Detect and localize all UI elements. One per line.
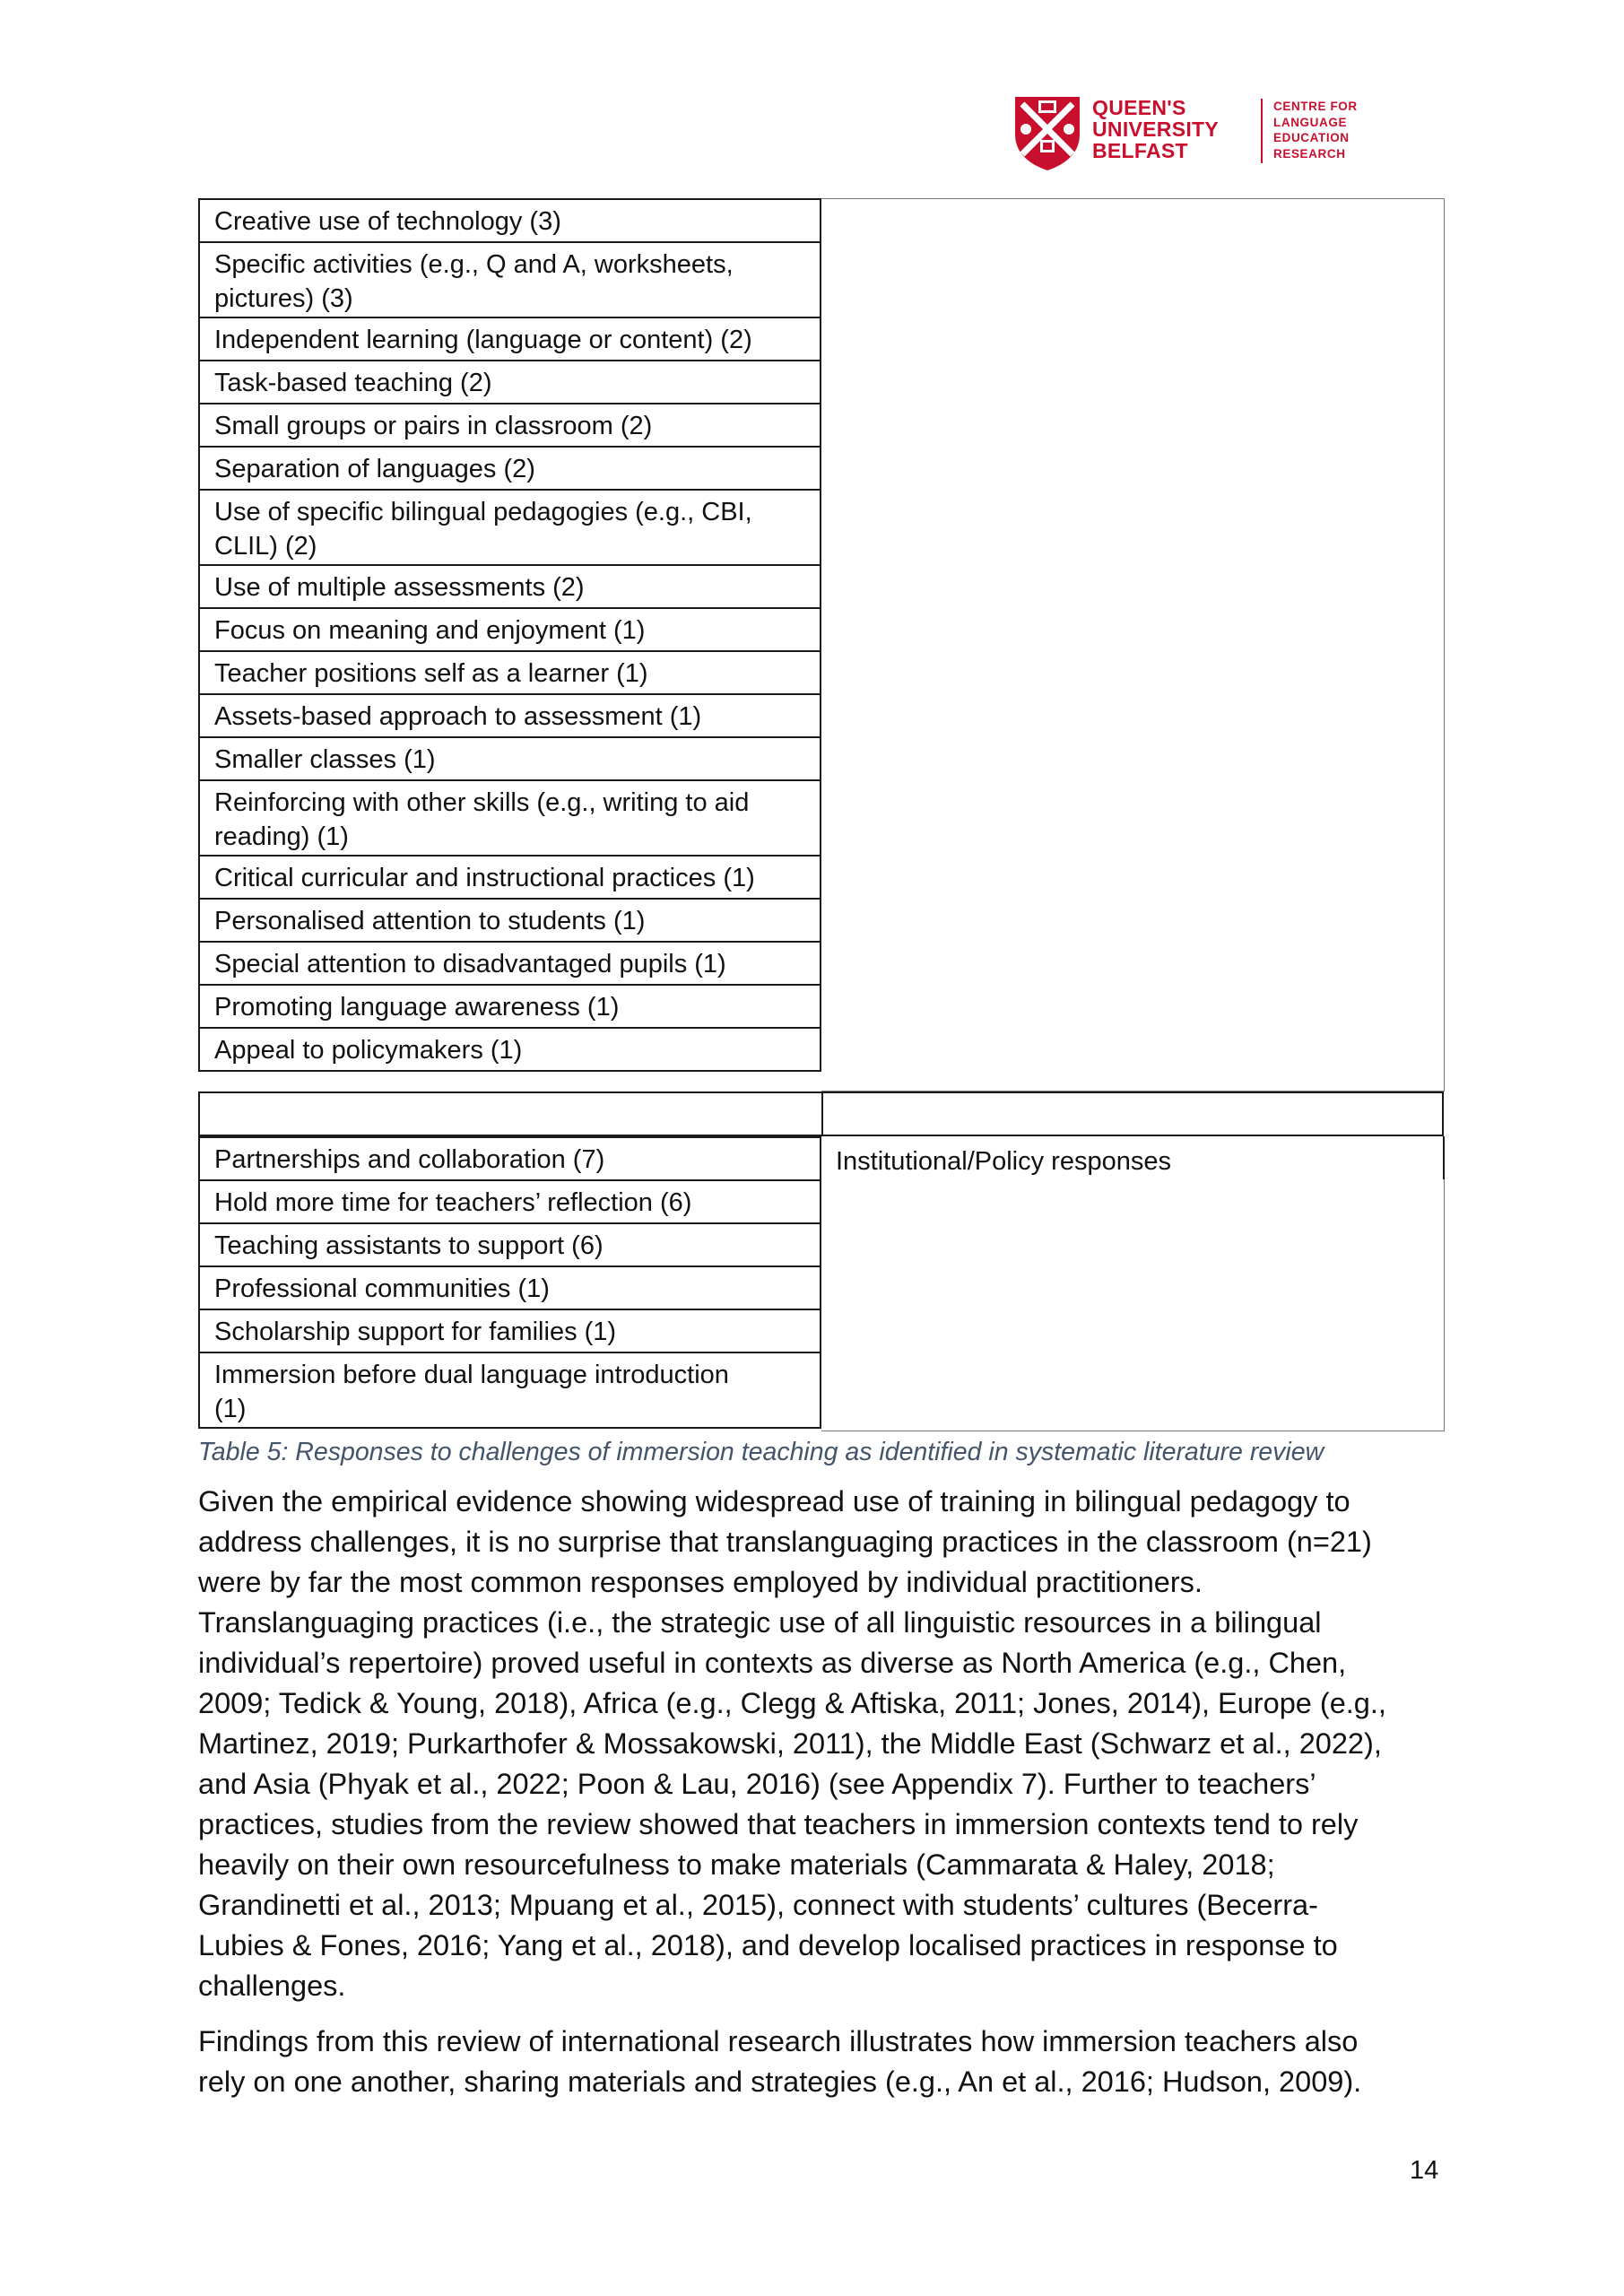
table-cell-text: Focus on meaning and enjoyment (1) (214, 616, 646, 645)
table-row (198, 607, 821, 652)
table-row (198, 1136, 821, 1181)
table-cell-text: (1) (214, 1395, 247, 1423)
text-line: Given the empirical evidence showing widespread use of training in bilingual pedagogy to (198, 1485, 1350, 1518)
table-row (198, 1265, 821, 1310)
table-cell-text: Hold more time for teachers’ reflection (6) (214, 1188, 692, 1217)
table-cell-text: reading) (1) (214, 822, 349, 851)
separator-divider (821, 1093, 823, 1135)
university-name (1092, 97, 1219, 161)
paragraph (198, 1482, 1454, 2006)
table-row (198, 241, 821, 318)
institutional-policy-label: Institutional/Policy responses (836, 1147, 1171, 1176)
university-name-line: UNIVERSITY (1092, 117, 1220, 141)
table-cell-text: Specific activities (e.g., Q and A, worksheets, (214, 250, 734, 279)
table-right-cell (821, 1136, 1445, 1431)
logo-divider (1261, 99, 1263, 163)
table-cell-text: Promoting language awareness (1) (214, 993, 620, 1022)
table-cell-text: Scholarship support for families (1) (214, 1318, 617, 1346)
text-line: were by far the most common responses employed by individual practitioners. (198, 1566, 1203, 1598)
table-cell-text: pictures) (3) (214, 284, 353, 313)
text-line: Lubies & Fones, 2016; Yang et al., 2018), and develop localised practices in response to (198, 1929, 1338, 1961)
table-row (198, 1179, 821, 1224)
table-cell-text: Creative use of technology (3) (214, 207, 561, 236)
table-row (198, 446, 821, 491)
table-row (198, 898, 821, 943)
text-line: practices, studies from the review showed that teachers in immersion contexts tend to rely (198, 1808, 1359, 1840)
table-cell-text: Task-based teaching (2) (214, 369, 492, 397)
text-line: Translanguaging practices (i.e., the strategic use of all linguistic resources in a bilingual (198, 1606, 1322, 1639)
table-cell-text: Critical curricular and instructional practices (1) (214, 864, 755, 892)
text-line: 2009; Tedick & Young, 2018), Africa (e.g., Clegg & Aftiska, 2011; Jones, 2014), Europe (e.g., (198, 1687, 1386, 1719)
text-line: address challenges, it is no surprise that translanguaging practices in the classroom (n=21) (198, 1526, 1372, 1558)
text-line: heavily on their own resourcefulness to make materials (Cammarata & Haley, 2018; (198, 1848, 1275, 1881)
centre-name-line: EDUCATION (1273, 131, 1350, 144)
table-row (198, 855, 821, 900)
table-row (198, 198, 821, 243)
table-row (198, 941, 821, 986)
table-cell-text: Independent learning (language or content) (2) (214, 326, 752, 354)
table-cell-text: Professional communities (1) (214, 1274, 550, 1303)
table-cell-text: Smaller classes (1) (214, 745, 436, 774)
table-cell-text: Teaching assistants to support (6) (214, 1231, 604, 1260)
table-row (198, 984, 821, 1029)
table-cell-text: Use of multiple assessments (2) (214, 573, 585, 602)
table-right-cell (821, 198, 1445, 1091)
text-line: challenges. (198, 1970, 346, 2002)
page-number: 14 (1410, 2156, 1439, 2185)
centre-name (1273, 99, 1358, 161)
university-logo (1013, 95, 1358, 172)
table-cell-text: Separation of languages (2) (214, 455, 535, 483)
paragraph (198, 2022, 1454, 2102)
text-line: rely on one another, sharing materials and strategies (e.g., An et al., 2016; Hudson, 2009). (198, 2066, 1362, 2098)
table-separator-row (198, 1091, 1444, 1136)
table-cell-text: Personalised attention to students (1) (214, 907, 646, 935)
table-row (198, 650, 821, 695)
table-row (198, 489, 821, 566)
table-cell-text: Appeal to policymakers (1) (214, 1036, 523, 1065)
table-caption: Table 5: Responses to challenges of immersion teaching as identified in systematic literature review (198, 1438, 1324, 1466)
table-cell-text: Partnerships and collaboration (7) (214, 1145, 605, 1174)
cell-border (1443, 1136, 1445, 1179)
table-cell-text: CLIL) (2) (214, 532, 317, 561)
table-cell-text: Immersion before dual language introduction (214, 1361, 729, 1389)
table-row (198, 779, 821, 857)
table-cell-text: Special attention to disadvantaged pupils (1) (214, 950, 726, 978)
centre-name-line: LANGUAGE (1273, 115, 1348, 129)
university-name-line: BELFAST (1092, 139, 1188, 162)
table-row (198, 403, 821, 448)
table-row (198, 1222, 821, 1267)
table-cell-text: Use of specific bilingual pedagogies (e.g., CBI, (214, 498, 752, 526)
table-cell-text: Small groups or pairs in classroom (2) (214, 412, 653, 440)
table-cell-text: Teacher positions self as a learner (1) (214, 659, 648, 688)
table-row (198, 1027, 821, 1072)
table-row (198, 360, 821, 404)
text-line: Martinez, 2019; Purkarthofer & Mossakowski, 2011), the Middle East (Schwarz et al., 2022), (198, 1727, 1382, 1760)
text-line: Grandinetti et al., 2013; Mpuang et al., 2015), connect with students’ cultures (Becerra- (198, 1889, 1318, 1921)
table-row (198, 1352, 821, 1429)
table-cell-text: Assets-based approach to assessment (1) (214, 702, 702, 731)
university-name-line: QUEEN'S (1092, 96, 1186, 119)
text-line: and Asia (Phyak et al., 2022; Poon & Lau, 2016) (see Appendix 7). Further to teachers’ (198, 1768, 1316, 1800)
centre-name-line: RESEARCH (1273, 146, 1346, 161)
table-row (198, 317, 821, 361)
text-line: Findings from this review of international research illustrates how immersion teachers also (198, 2025, 1359, 2057)
text-line: individual’s repertoire) proved useful in contexts as diverse as North America (e.g., Chen, (198, 1647, 1347, 1679)
centre-name-line: CENTRE FOR (1273, 100, 1358, 113)
table-row (198, 564, 821, 609)
table-row (198, 1309, 821, 1353)
table-row (198, 693, 821, 738)
body-text (198, 1482, 1454, 2102)
table-row (198, 736, 821, 781)
university-crest-icon (1013, 95, 1081, 172)
table-cell-text: Reinforcing with other skills (e.g., writing to aid (214, 788, 750, 817)
